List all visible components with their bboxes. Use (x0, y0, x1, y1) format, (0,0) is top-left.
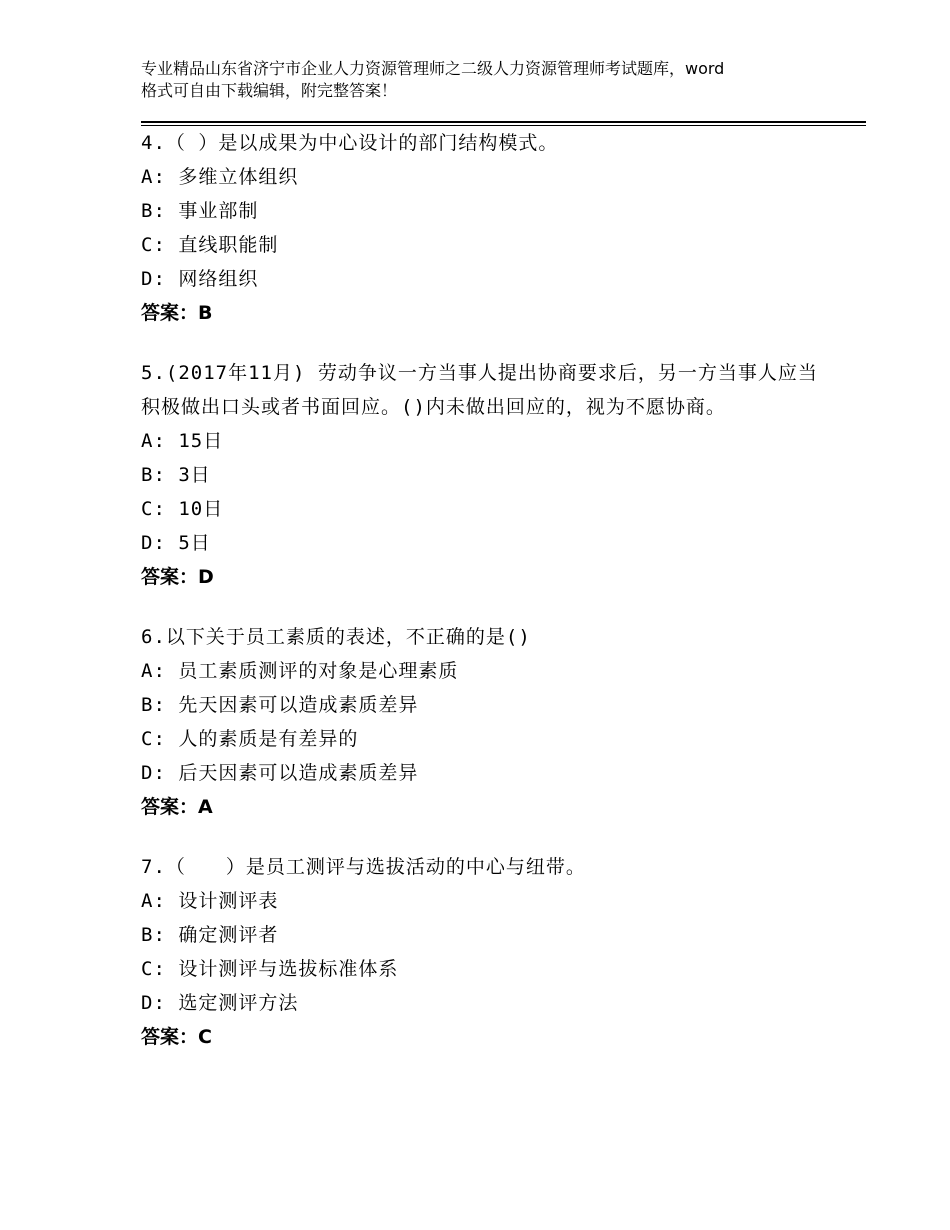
header-line-1: 专业精品山东省济宁市企业人力资源管理师之二级人力资源管理师考试题库，word (141, 59, 725, 78)
answer-label: 答案：C (141, 1026, 212, 1048)
option-a: A: 多维立体组织 (141, 166, 299, 188)
option-c: C: 设计测评与选拔标准体系 (141, 958, 399, 980)
option-b: B: 3日 (141, 464, 211, 486)
question-stem: 5.(2017年11月) 劳动争议一方当事人提出协商要求后，另一方当事人应当积极做出口头或者书面回应。()内未做出回应的，视为不愿协商。 (141, 362, 818, 418)
answer-label: 答案：D (141, 566, 214, 588)
option-c: C: 直线职能制 (141, 234, 279, 256)
option-a: A: 15日 (141, 430, 224, 452)
question-7 (141, 850, 821, 1054)
question-list (141, 126, 821, 1080)
document-header (141, 58, 841, 102)
option-b: B: 事业部制 (141, 200, 259, 222)
question-5 (141, 356, 821, 594)
question-stem: 4.（ ）是以成果为中心设计的部门结构模式。 (141, 132, 559, 154)
option-a: A: 员工素质测评的对象是心理素质 (141, 660, 459, 682)
question-stem: 7.（ ）是员工测评与选拔活动的中心与纽带。 (141, 856, 586, 878)
option-d: D: 5日 (141, 532, 211, 554)
answer-label: 答案：B (141, 302, 213, 324)
question-stem: 6.以下关于员工素质的表述，不正确的是() (141, 626, 531, 648)
option-d: D: 选定测评方法 (141, 992, 299, 1014)
option-b: B: 确定测评者 (141, 924, 279, 946)
option-b: B: 先天因素可以造成素质差异 (141, 694, 419, 716)
option-a: A: 设计测评表 (141, 890, 279, 912)
option-c: C: 人的素质是有差异的 (141, 728, 359, 750)
option-d: D: 后天因素可以造成素质差异 (141, 762, 419, 784)
question-6 (141, 620, 821, 824)
question-4 (141, 126, 821, 330)
answer-label: 答案：A (141, 796, 213, 818)
header-line-2: 格式可自由下载编辑，附完整答案！ (141, 81, 398, 100)
option-c: C: 10日 (141, 498, 224, 520)
option-d: D: 网络组织 (141, 268, 259, 290)
